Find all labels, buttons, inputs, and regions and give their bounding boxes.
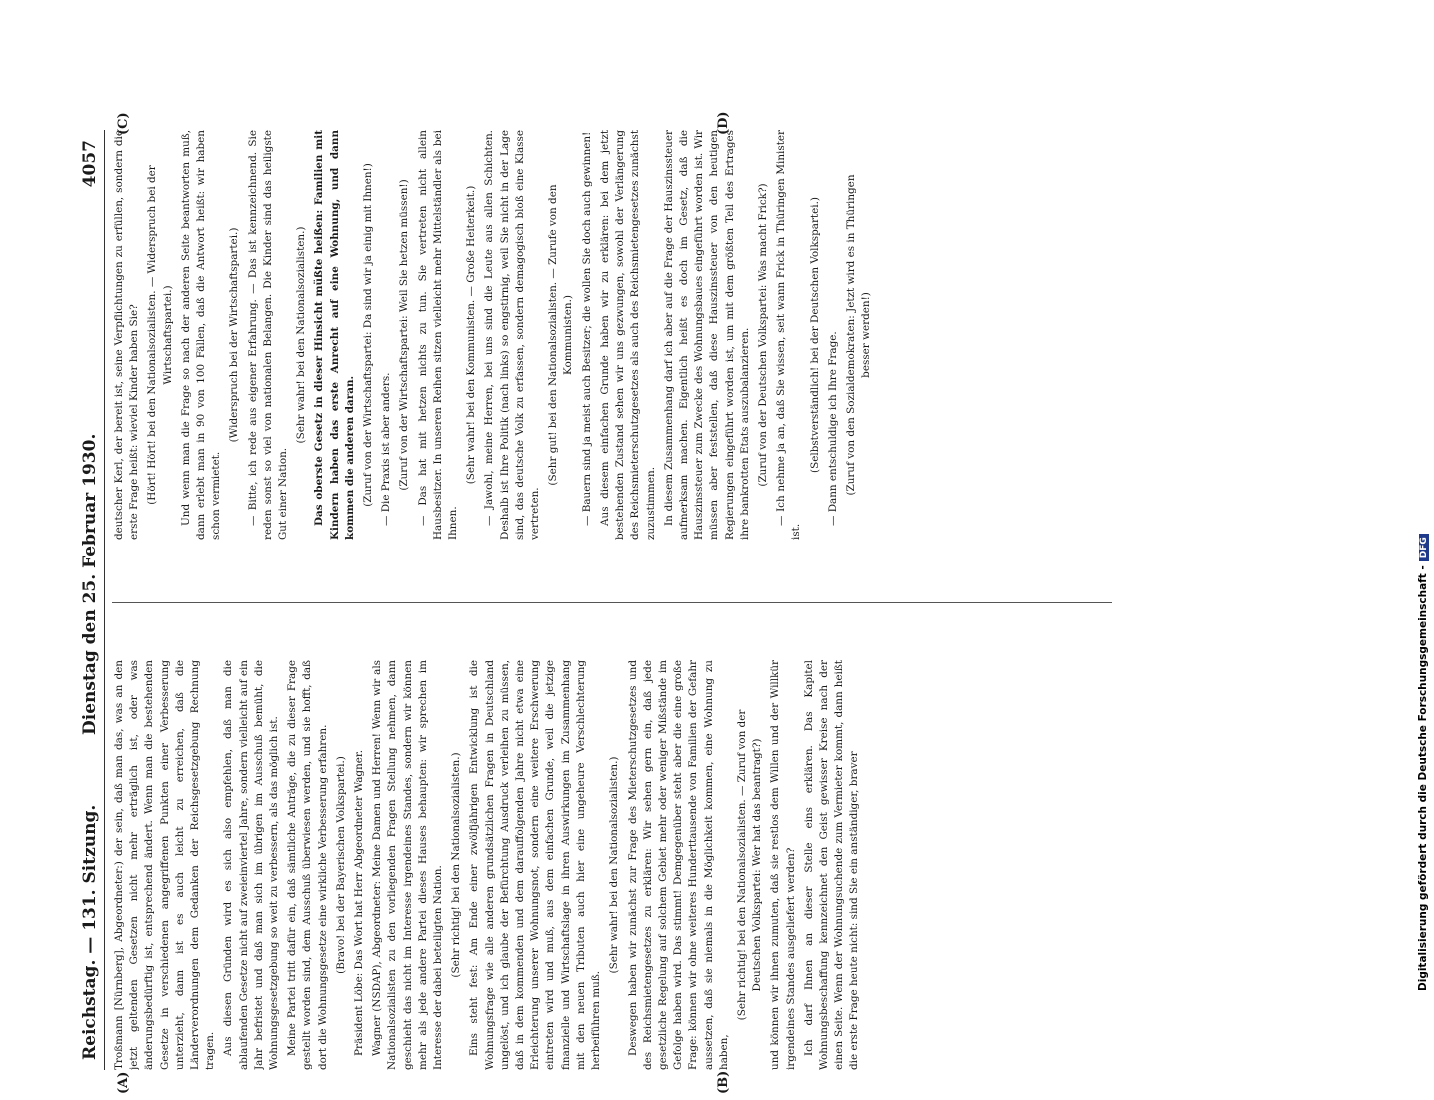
paragraph: Eins steht fest: Am Ende einer zwölfjährigen Entwicklung ist die Wohnungsfrage wie alle anderen grundsätzlichen Fragen in Deutschland ungelöst, und ich glaube der Befürchtung Ausdruck verleihen zu müssen, daß in dem kommenden und dem darauffolgenden Jahre nicht etwa eine Erleichterung unserer Wohnungsnot, sondern eine weitere Erschwerung eintreten wird und muß, aus dem einfachen Grunde, weil die jetzige finanzielle und Wirtschaftslage in ihren Auswirkungen im Zusammenhang mit den neuen Tributen auch hier eine ungeheure Verschlechterung herbeiführen muß. [468, 660, 603, 1070]
interjection: (Zuruf von der Wirtschaftspartei: Da sind wir ja einig mit Ihnen!) [362, 163, 375, 507]
interjection: (Sehr wahr! bei den Nationalsozialisten.) [295, 226, 308, 444]
interjection: (Sehr wahr! bei den Nationalsozialisten.) [608, 756, 621, 974]
paragraph: Aus diesem einfachen Grunde haben wir zu erklären: bei dem jetzt bestehenden Zustand sehen wir uns gezwungen, sowohl der Verlängerung des Reichsmieterschutzgesetzes als auch des Reichsmietengesetzes zunächst zuzustimmen. [598, 130, 657, 540]
funding-note-text: Digitalisierung gefördert durch die Deutsche Forschungsgemeinschaft - [1417, 565, 1429, 991]
paragraph: Aus diesen Gründen wird es sich also empfehlen, daß man die ablaufenden Gesetze nicht auf zweieinviertel Jahre, sondern vielleicht auf ein Jahr befristet und daß man sich im übrigen im Ausschuß bemüht, die Wohnungsgesetzgebung so weit zu verbessern, als das möglich ist. [222, 660, 281, 1070]
interjection: (Sehr richtig! bei den Nationalsozialisten.) [450, 752, 463, 978]
paragraph: Deswegen haben wir zunächst zur Frage des Mieterschutzgesetzes und des Reichsmietengesetzes zu erklären: Wir sehen gern ein, daß jede gesetzliche Regelung auf solchem Gebiet mehr oder weniger Mißstände im Gefolge haben wird. Das stimmt! Demgegenüber steht aber die eine große Frage: können wir ohne weiteres Hunderttausende von Familien der Gefahr aussetzen, daß sie niemals in die Möglichkeit kommen, eine Wohnung zu haben, [626, 660, 730, 1070]
interjection: (Zuruf von den Sozialdemokraten: Jetzt wird es in Thüringen besser werden!) [844, 174, 873, 496]
speaker-paragraph: Wagner (NSDAP), Abgeordneter: Meine Damen und Herren! Wenn wir als Nationalsozialisten zu den vorliegenden Fragen Stellung nehmen, dann geschieht das nicht im Interesse irgendeines Standes, sondern wir können mehr als jede andere Partei dieses Hauses behaupten: wir sprechen im Interesse der dabei beteiligten Nation. [371, 660, 445, 1070]
paragraph: Meine Partei tritt dafür ein, daß sämtliche Anträge, die zu dieser Frage gestellt worden sind, dem Ausschuß überwiesen werden, und sie hofft, daß dort die Wohnungsgesetze eine wirkliche Verbesserung erfahren. [286, 660, 329, 1070]
paragraph: — Die Praxis ist aber anders. [380, 372, 393, 526]
interjection: (Zuruf von der Wirtschaftspartei: Weil Sie hetzen müssen!) [398, 179, 411, 491]
paragraph: und können wir ihnen zumuten, daß sie restlos dem Willen und der Willkür irgendeines Standes ausgeliefert werden? [769, 660, 797, 1070]
speaker-paragraph: Präsident Löbe: Das Wort hat Herr Abgeordneter Wagner. [353, 749, 366, 1056]
left-column [112, 660, 1122, 1070]
rotated-page [76, 100, 1166, 1100]
interjection: (Sehr richtig! bei den Nationalsozialisten. — Zuruf von der Deutschen Volkspartei: Wer hat das beantragt?) [735, 709, 764, 1021]
paragraph: deutscher Kerl, der bereit ist, seine Verpflichtungen zu erfüllen, sondern die erste Frage heißt: wieviel Kinder haben Sie? [113, 130, 141, 540]
paragraph: — Ich nehme ja an, daß Sie wissen, seit wann Frick in Thüringen Minister ist. [775, 130, 803, 540]
interjection: (Selbstverständlich! bei der Deutschen Volkspartei.) [808, 197, 821, 473]
interjection: (Sehr gut! bei den Nationalsozialisten. — Zurufe von den Kommunisten.) [547, 184, 575, 486]
paragraph: — Dann entschuldige ich Ihre Frage. [826, 331, 839, 526]
paragraph: — Das hat mit hetzen nichts zu tun. Sie vertreten nicht allein Hausbesitzer. In unseren Reihen sitzen vielleicht mehr Mittelständler als bei Ihnen. [416, 130, 460, 540]
paragraph: — Bitte, ich rede aus eigener Erfahrung. — Das ist kennzeichnend. Sie reden sonst so viel von nationalen Belangen. Die Kinder sind das heiligste Gut einer Nation. [246, 130, 290, 540]
marker-a: (A) [116, 1071, 131, 1094]
paragraph: Ich darf Ihnen an dieser Stelle eins erklären. Das Kapitel Wohnungsbeschaffung kennzeichnet den Geist gewisser Kreise nach der einen Seite. Wenn der Wohnungsuchende zum Vermieter kommt, dann heißt die erste Frage heute nicht: sind Sie ein anständiger, braver [802, 660, 861, 1070]
paragraph: — Jawohl, meine Herren, bei uns sind die Leute aus allen Schichten. Deshalb ist Ihre Politik (nach links) so engstirnig, weil Sie nicht in der Lage sind, das deutsche Volk zu erfassen, sondern demagogisch bloß eine Klasse vertreten. [483, 130, 542, 540]
digitization-note [1415, 6, 1431, 1000]
paragraph: Und wenn man die Frage so nach der anderen Seite beantworten muß, dann erlebt man in 90 von 100 Fällen, daß die Antwort heißt: wir haben schon vermietet. [179, 130, 223, 540]
page-number: 4057 [80, 140, 100, 188]
marker-b: (B) [716, 1070, 731, 1094]
header-rule [104, 130, 105, 1070]
header-date: Dienstag den 25. Februar 1930. [80, 433, 100, 735]
marker-d: (D) [716, 111, 731, 135]
marker-c: (C) [116, 112, 131, 135]
right-column [112, 130, 1122, 540]
paragraph: Troßmann [Nürnberg], Abgeordneter:) der sein, daß man das, was an den jetzt geltenden Gesetzen nicht mehr erträglich ist, oder was änderungsbedürftig ist, entsprechend ändert. Wenn man die bestehenden Gesetze in verschiedenen angegriffenen Punkten einer Verbesserung unterzieht, dann ist es auch leicht zu erreichen, daß die Länderverordnungen dem Gedanken der Reichsgesetzgebung Rechnung tragen. [113, 660, 217, 1070]
header-left: Reichstag. — 131. Sitzung. [80, 804, 100, 1060]
page-header [76, 100, 104, 1100]
interjection: (Bravo! bei der Bayerischen Volkspartei.) [334, 756, 347, 974]
dfg-logo: DFG [1419, 534, 1429, 561]
column-divider [112, 602, 1112, 603]
paragraph: In diesem Zusammenhang darf ich aber auf die Frage der Hauszinssteuer aufmerksam machen. Eigentlich heißt es doch im Gesetz, daß die Hauszinssteuer zum Zwecke des Wohnungsbaues eingeführt worden ist. Wir müssen aber feststellen, daß diese Hauszinssteuer von den heutigen Regierungen eingeführt worden ist, um mit dem größten Teil des Ertrages ihre bankrotten Etats auszubalanzieren. [662, 130, 751, 540]
paragraph: — Bauern sind ja meist auch Besitzer; die wollen Sie doch auch gewinnen! [580, 131, 593, 526]
interjection: (Sehr wahr! bei den Kommunisten. — Große Heiterkeit.) [465, 185, 478, 485]
emphasis-paragraph: Das oberste Gesetz in dieser Hinsicht müßte heißen: Familien mit Kindern haben das erste Anrecht auf eine Wohnung, und dann kommen die anderen daran. [313, 130, 356, 540]
interjection: (Zuruf von der Deutschen Volkspartei: Was macht Frick?) [756, 183, 769, 487]
interjection: (Widerspruch bei der Wirtschaftspartei.) [228, 227, 241, 443]
interjection: (Hört! Hört! bei den Nationalsozialisten. — Widerspruch bei der Wirtschaftspartei.) [146, 165, 174, 505]
